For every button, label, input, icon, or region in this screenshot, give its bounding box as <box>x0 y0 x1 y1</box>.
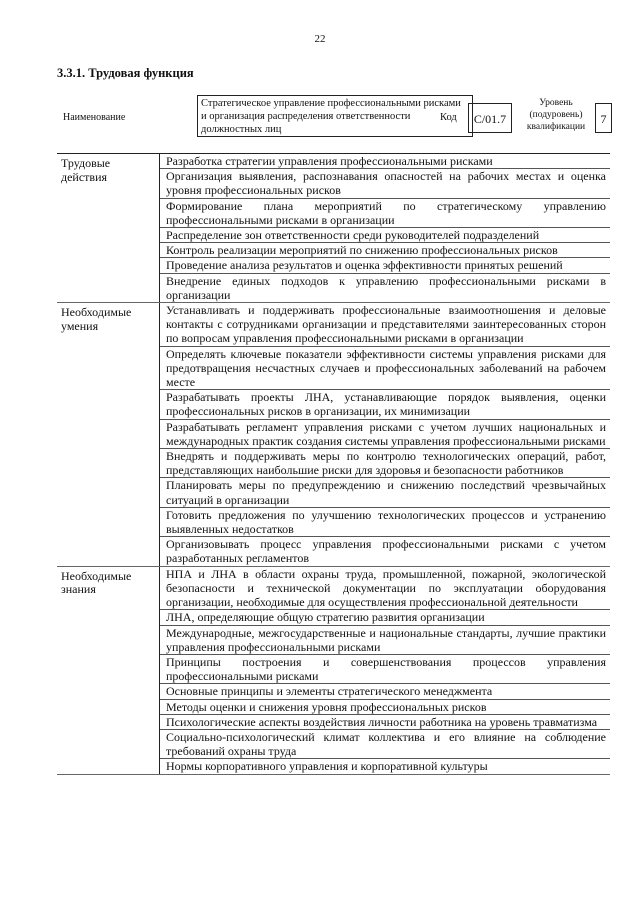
table-row: Внедрять и поддерживать меры по контролю технологических операций, работ, представляющих наибольшие риски для здоровья и безопасности работников <box>160 449 610 478</box>
table-row: Определять ключевые показатели эффективности системы управления рисками для предотвращения несчастных случаев и профессиональных заболеваний на рабочем месте <box>160 347 610 391</box>
table-row: Готовить предложения по улучшению технологических процессов и устранению выявленных недостатков <box>160 508 610 537</box>
table-row: Психологические аспекты воздействия личности работника на уровень травматизма <box>160 715 610 730</box>
table-row: Распределение зон ответственности среди руководителей подразделений <box>160 228 610 243</box>
function-table <box>57 153 610 775</box>
name-value: Стратегическое управление профессиональными рисками и организация распределения ответственности должностных лиц <box>197 95 473 137</box>
section-title: 3.3.1. Трудовая функция <box>57 66 194 80</box>
table-row: Проведение анализа результатов и оценка эффективности принятых решений <box>160 258 610 273</box>
code-label: Код <box>440 112 457 123</box>
table-row: Основные принципы и элементы стратегического менеджмента <box>160 684 610 699</box>
level-label: Уровень (подуровень) квалификации <box>526 98 586 132</box>
table-row: ЛНА, определяющие общую стратегию развития организации <box>160 610 610 625</box>
group-label: Необходимые умения <box>57 303 160 566</box>
table-row: Планировать меры по предупреждению и снижению последствий чрезвычайных ситуаций в организации <box>160 478 610 507</box>
table-row: Организовывать процесс управления профессиональными рисками с учетом разработанных регламентов <box>166 537 606 566</box>
name-label: Наименование <box>63 112 126 123</box>
function-header <box>57 95 610 141</box>
group-label: Трудовые действия <box>57 154 160 302</box>
table-row: Организация выявления, распознавания опасностей на рабочих местах и оценка уровня профессиональных рисков <box>160 169 610 198</box>
table-row: Устанавливать и поддерживать профессиональные взаимоотношения и деловые контакты с сотрудниками организации и представителями заинтересованных сторон по вопросам управления профессиональными рисками в организации <box>160 303 610 347</box>
table-row: Формирование плана мероприятий по стратегическому управлению профессиональными рисками в организации <box>160 199 610 228</box>
table-row: Нормы корпоративного управления и корпоративной культуры <box>166 759 488 774</box>
page-number: 22 <box>314 33 326 45</box>
table-row: Международные, межгосударственные и национальные стандарты, лучшие практики управления профессиональными рисками <box>160 626 610 655</box>
table-row: Методы оценки и снижения уровня профессиональных рисков <box>160 700 610 715</box>
code-value: C/01.7 <box>468 103 512 133</box>
group-label: Необходимые знания <box>57 567 160 774</box>
table-row: Разрабатывать проекты ЛНА, устанавливающие порядок выявления, оценки профессиональных рисков в организации, их минимизации <box>160 390 610 419</box>
group-required-skills <box>57 303 610 567</box>
group-labor-actions <box>57 154 610 303</box>
table-row: НПА и ЛНА в области охраны труда, промышленной, пожарной, экологической безопасности и технической документации по эксплуатации оборудования организации, необходимые для осуществления профессиональной деятельности <box>160 567 610 611</box>
table-row: Принципы построения и совершенствования процессов управления профессиональными рисками <box>160 655 610 684</box>
table-row: Разработка стратегии управления профессиональными рисками <box>160 154 610 169</box>
group-required-knowledge <box>57 567 610 775</box>
table-row: Контроль реализации мероприятий по снижению профессиональных рисков <box>160 243 610 258</box>
table-row: Разрабатывать регламент управления рисками с учетом лучших национальных и международных практик создания системы управления профессиональными рисками <box>160 420 610 449</box>
table-row: Социально-психологический климат коллектива и его влияние на соблюдение требований охраны труда <box>160 730 610 759</box>
table-row: Внедрение единых подходов к управлению профессиональными рисками в организации <box>166 273 606 302</box>
level-value: 7 <box>595 103 612 133</box>
